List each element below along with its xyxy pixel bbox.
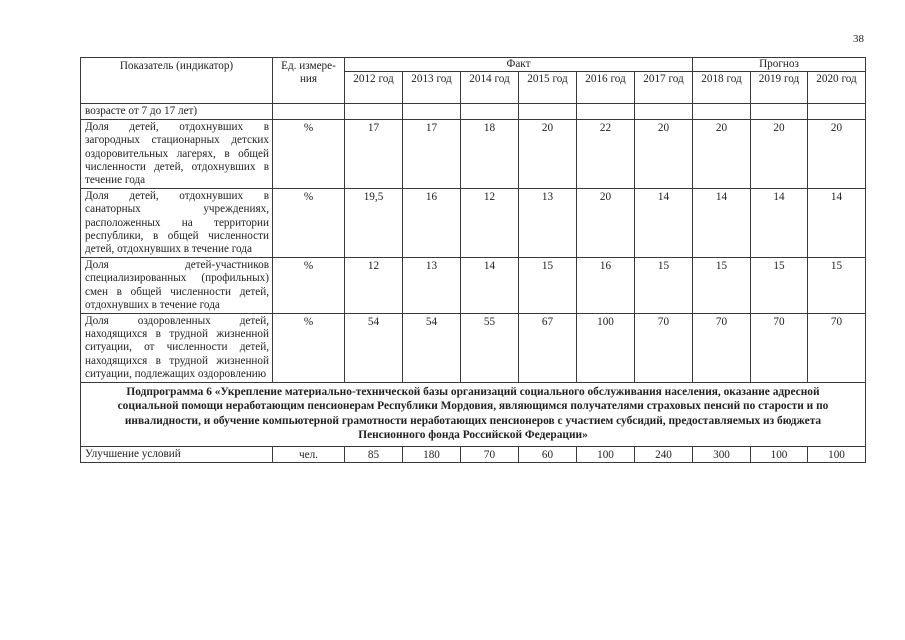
value-cell: 15 xyxy=(635,257,693,313)
header-unit: Ед. измере-ния xyxy=(273,58,345,104)
value-cell: 85 xyxy=(345,446,403,462)
value-cell: 17 xyxy=(345,119,403,188)
value-cell: 54 xyxy=(403,313,461,382)
value-cell: 12 xyxy=(461,188,519,257)
value-cell: 15 xyxy=(693,257,751,313)
year-header: 2019 год xyxy=(751,72,808,104)
value-cell: 13 xyxy=(519,188,577,257)
unit-cell: % xyxy=(273,119,345,188)
table-row xyxy=(81,119,866,188)
unit-cell: % xyxy=(273,313,345,382)
table-row xyxy=(81,104,866,119)
value-cell xyxy=(461,104,519,119)
value-cell: 20 xyxy=(693,119,751,188)
value-cell: 100 xyxy=(577,313,635,382)
table-row xyxy=(81,446,866,462)
value-cell xyxy=(808,104,866,119)
value-cell: 18 xyxy=(461,119,519,188)
year-header: 2020 год xyxy=(808,72,866,104)
header-forecast: Прогноз xyxy=(693,58,866,72)
value-cell: 100 xyxy=(751,446,808,462)
value-cell: 20 xyxy=(808,119,866,188)
value-cell xyxy=(635,104,693,119)
indicator-cell: Доля детей-участников специализированных (профильных) смен в общей численности детей, отдохнувших в течение года xyxy=(81,257,273,313)
subprogram-title: Подпрограмма 6 «Укрепление материально-технической базы организаций социального обслуживания населения, оказание адресной социальной помощи неработающим пенсионерам Республики Мордовия, являющимся получателями страховых пенсий по старости и по инвалидности, и обучение компьютерной грамотности неработающих пенсионеров с участием субсидий, предоставляемых из бюджета Пенсионного фонда Российской Федерации» xyxy=(81,382,866,446)
value-cell xyxy=(751,104,808,119)
value-cell xyxy=(577,104,635,119)
value-cell: 55 xyxy=(461,313,519,382)
unit-cell xyxy=(273,104,345,119)
value-cell: 70 xyxy=(635,313,693,382)
value-cell xyxy=(345,104,403,119)
value-cell: 16 xyxy=(403,188,461,257)
value-cell xyxy=(519,104,577,119)
value-cell: 67 xyxy=(519,313,577,382)
value-cell: 70 xyxy=(461,446,519,462)
value-cell: 16 xyxy=(577,257,635,313)
year-header: 2013 год xyxy=(403,72,461,104)
header-row-1 xyxy=(81,58,866,72)
value-cell xyxy=(693,104,751,119)
value-cell: 17 xyxy=(403,119,461,188)
value-cell: 180 xyxy=(403,446,461,462)
value-cell: 14 xyxy=(808,188,866,257)
value-cell: 60 xyxy=(519,446,577,462)
value-cell: 300 xyxy=(693,446,751,462)
unit-cell: % xyxy=(273,257,345,313)
value-cell: 100 xyxy=(808,446,866,462)
indicator-cell: возрасте от 7 до 17 лет) xyxy=(81,104,273,119)
table-row xyxy=(81,257,866,313)
indicator-cell: Доля детей, отдохнувших в загородных стационарных детских оздоровительных лагерях, в общей численности детей, отдохнувших в течение года xyxy=(81,119,273,188)
indicators-table xyxy=(80,57,866,463)
value-cell: 20 xyxy=(635,119,693,188)
year-header: 2016 год xyxy=(577,72,635,104)
subprogram-row xyxy=(81,382,866,446)
year-header: 2018 год xyxy=(693,72,751,104)
value-cell: 100 xyxy=(577,446,635,462)
value-cell: 70 xyxy=(693,313,751,382)
value-cell: 54 xyxy=(345,313,403,382)
value-cell: 15 xyxy=(808,257,866,313)
year-header: 2015 год xyxy=(519,72,577,104)
value-cell: 14 xyxy=(635,188,693,257)
value-cell: 70 xyxy=(751,313,808,382)
value-cell: 12 xyxy=(345,257,403,313)
value-cell: 240 xyxy=(635,446,693,462)
value-cell: 70 xyxy=(808,313,866,382)
year-header: 2017 год xyxy=(635,72,693,104)
value-cell xyxy=(403,104,461,119)
value-cell: 20 xyxy=(577,188,635,257)
year-header: 2012 год xyxy=(345,72,403,104)
indicator-cell: Улучшение условий xyxy=(81,446,273,462)
value-cell: 14 xyxy=(693,188,751,257)
header-fact: Факт xyxy=(345,58,693,72)
value-cell: 13 xyxy=(403,257,461,313)
value-cell: 14 xyxy=(751,188,808,257)
year-header: 2014 год xyxy=(461,72,519,104)
value-cell: 22 xyxy=(577,119,635,188)
value-cell: 14 xyxy=(461,257,519,313)
indicator-cell: Доля детей, отдохнувших в санаторных учреждениях, расположенных на территории республики, в общей численности детей, отдохнувших в течение года xyxy=(81,188,273,257)
value-cell: 20 xyxy=(751,119,808,188)
value-cell: 20 xyxy=(519,119,577,188)
table-row xyxy=(81,313,866,382)
header-indicator: Показатель (индикатор) xyxy=(81,58,273,104)
value-cell: 15 xyxy=(519,257,577,313)
unit-cell: чел. xyxy=(273,446,345,462)
value-cell: 15 xyxy=(751,257,808,313)
indicator-cell: Доля оздоровленных детей, находящихся в трудной жизненной ситуации, от численности детей, находящихся в трудной жизненной ситуации, подлежащих оздоровлению xyxy=(81,313,273,382)
unit-cell: % xyxy=(273,188,345,257)
page-number: 38 xyxy=(853,33,864,45)
value-cell: 19,5 xyxy=(345,188,403,257)
table-row xyxy=(81,188,866,257)
